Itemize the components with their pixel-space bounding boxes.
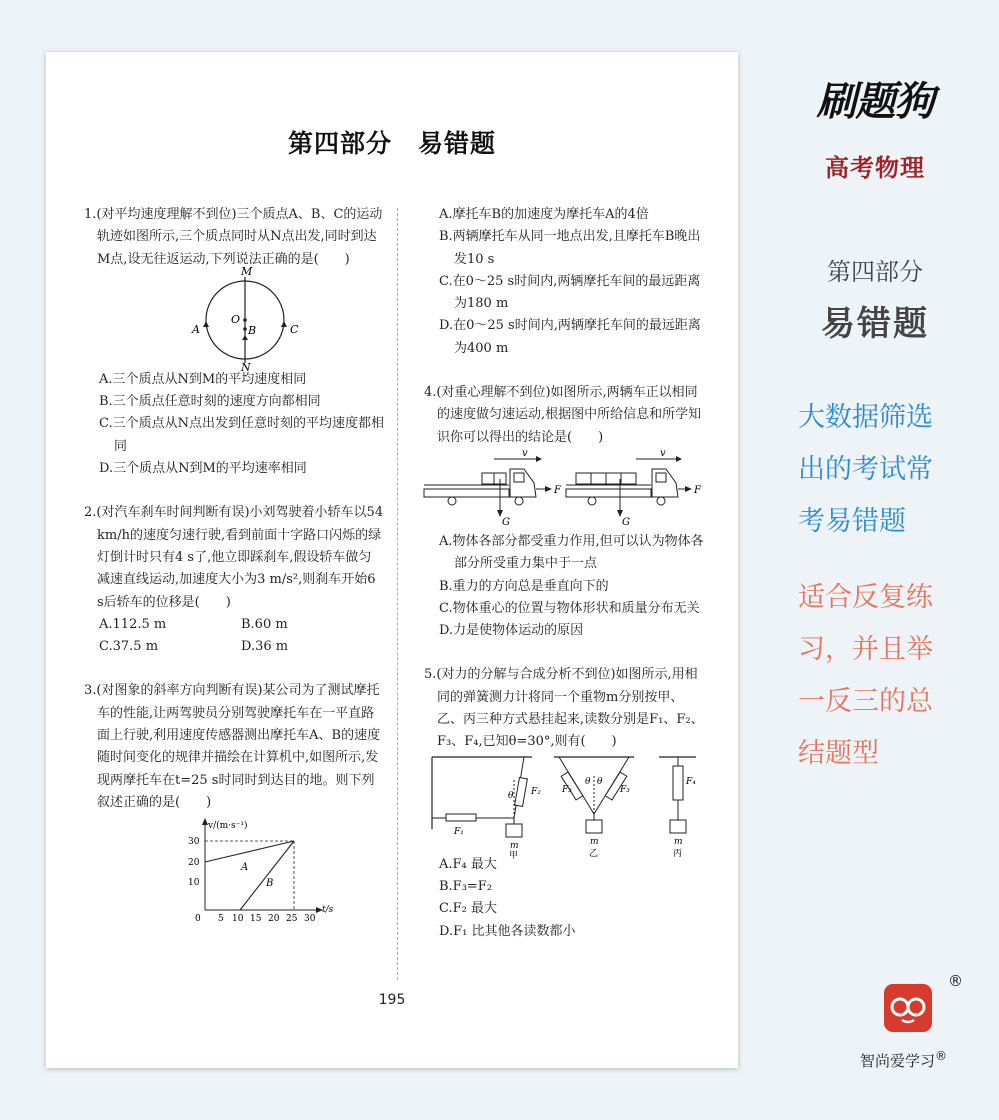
q1-option-a: A.三个质点从N到M的平均速度相同 (99, 371, 307, 387)
q3-option-a: A.摩托车B的加速度为摩托车A的4倍 (439, 207, 649, 222)
question-1-stem: 1.(对平均速度理解不到位)三个质点A、B、C的运动轨迹如图所示,三个质点同时从N点出发,同时到达M点,设无往返运动,下列说法正确的是( ) (84, 207, 383, 267)
label-bing: 丙 (673, 848, 683, 859)
q3-option-b: B.两辆摩托车从同一地点出发,且摩托车B晚出发10 s (439, 229, 701, 267)
label-f3-left: F₃ (562, 784, 572, 795)
label-jia: 甲 (509, 850, 519, 861)
textbook-page (46, 52, 738, 1068)
left-column (84, 204, 384, 925)
question-2-stem: 2.(对汽车刹车时间判断有误)小刘驾驶着小轿车以54 km/h的速度匀速行驶,看到前面十字路口闪烁的绿灯倒计时只有4 s了,他立即踩刹车,假设轿车做匀减速直线运动,加速度大小为3 m/s²,则刹车开始6 s后轿车的位移是( ) (84, 505, 384, 610)
truck2-f: F (694, 484, 701, 496)
q5-option-d: D.F₁ 比其他各读数都小 (439, 923, 576, 939)
q3-option-d: D.在0～25 s时间内,两辆摩托车间的最远距离为400 m (439, 318, 701, 356)
registered-mark-logo: ® (948, 972, 963, 990)
page-number: 195 (378, 992, 406, 1008)
q5-option-c: C.F₂ 最大 (439, 901, 497, 917)
label-o: O (231, 312, 241, 326)
label-theta-3: θ (597, 776, 603, 787)
xtick-25: 25 (286, 914, 298, 925)
q5-option-a: A.F₄ 最大 (439, 856, 497, 872)
q4-option-b: B.重力的方向总是垂直向下的 (439, 578, 609, 594)
graph-xlabel: t/s (322, 905, 334, 916)
trucks-figure (424, 449, 704, 531)
orange-line: 习，并且举 (798, 634, 933, 665)
truck2-g: G (622, 516, 630, 528)
q1-option-d: D.三个质点从N到M的平均速率相同 (99, 461, 307, 477)
graph-ylabel: v/(m·s⁻¹) (208, 821, 248, 832)
q2-option-c: C.37.5 m (99, 639, 159, 655)
q4-option-c: C.物体重心的位置与物体形状和质量分布无关 (439, 600, 700, 616)
circle-trajectory-figure (84, 264, 384, 374)
page-title: 第四部分 易错题 (287, 129, 497, 158)
part-label: 第四部分 (827, 258, 923, 286)
label-f2: F₂ (531, 786, 541, 797)
q1-option-b: B.三个质点任意时刻的速度方向都相同 (99, 394, 321, 410)
xtick-15: 15 (250, 914, 262, 925)
orange-line: 一反三的总 (798, 686, 933, 717)
ytick-10: 10 (188, 878, 200, 889)
q2-options-row-1 (99, 614, 384, 636)
q2-option-a: A.112.5 m (99, 616, 167, 632)
label-m: M (241, 264, 253, 278)
q4-option-a: A.物体各部分都受重力作用,但可以认为物体各部分所受重力集中于一点 (439, 533, 704, 572)
xtick-30: 30 (304, 914, 316, 925)
truck2-v: v (660, 447, 666, 459)
feature-text-blue (798, 392, 968, 548)
question-4-stem: 4.(对重心理解不到位)如图所示,两辆车正以相同的速度做匀速运动,根据图中所给信息和所学知识你可以得出的结论是( ) (424, 385, 702, 445)
label-b: B (248, 323, 257, 337)
subject-title: 高考物理 (825, 154, 925, 182)
q3-option-c: C.在0～25 s时间内,两辆摩托车间的最远距离为180 m (439, 273, 701, 312)
blue-line: 出的考试常 (798, 454, 933, 485)
feature-text-orange (798, 572, 968, 780)
spring-scales-figure (424, 754, 704, 861)
orange-line: 结题型 (798, 738, 879, 769)
label-theta-1: θ (508, 790, 514, 801)
blue-line: 大数据筛选 (798, 402, 933, 433)
line-b-label: B (266, 878, 274, 890)
question-5-stem: 5.(对力的分解与合成分析不到位)如图所示,用相同的弹簧测力计将同一个重物m分别按甲、乙、丙三种方式悬挂起来,读数分别是F₁、F₂、F₃、F₄,已知θ=30°,则有( ) (424, 667, 704, 750)
xtick-20: 20 (268, 914, 280, 925)
q1-option-c: C.三个质点从N点出发到任意时刻的平均速度都相同 (99, 416, 384, 454)
truck1-g: G (502, 516, 510, 528)
q2-option-b: B.60 m (241, 616, 288, 632)
xtick-10: 10 (232, 914, 244, 925)
line-a-label: A (241, 862, 249, 874)
q4-option-d: D.力是使物体运动的原因 (439, 623, 584, 639)
part-name: 易错题 (821, 304, 929, 344)
label-m-2: m (590, 836, 599, 847)
q5-option-b: B.F₃=F₂ (439, 878, 493, 894)
ytick-20: 20 (188, 858, 200, 869)
brand-logo: 刷题狗 (816, 79, 934, 125)
label-yi: 乙 (589, 848, 599, 859)
brand-name: 智尚爱学习® (860, 1049, 948, 1070)
truck1-f: F (554, 484, 561, 496)
column-divider (397, 208, 398, 980)
question-3-stem: 3.(对图象的斜率方向判断有误)某公司为了测试摩托车的性能,让两驾驶员分别驾驶摩托车在一平直路面上行驶,利用速度传感器测出摩托车A、B的速度随时间变化的规律并描绘在计算机中,如图所示,发现两摩托车在t=25 s时同时到达目的地。则下列叙述正确的是( ) (84, 683, 381, 810)
truck1-v: v (522, 447, 528, 459)
q2-option-d: D.36 m (241, 639, 289, 655)
xtick-0: 0 (195, 914, 201, 925)
label-c: C (290, 322, 299, 336)
q2-options-row-2 (99, 636, 384, 658)
label-f4: F₄ (686, 776, 696, 787)
label-f3-right: F₃ (620, 784, 630, 795)
right-column (424, 204, 704, 943)
label-theta-2: θ (585, 776, 591, 787)
orange-line: 适合反复练 (798, 582, 933, 613)
label-f1: F₁ (454, 826, 464, 837)
label-m-3: m (674, 836, 683, 847)
label-m-1: m (510, 840, 519, 851)
vt-graph (84, 814, 384, 925)
label-n: N (241, 360, 251, 374)
ytick-30: 30 (188, 837, 200, 848)
xtick-5: 5 (218, 914, 224, 925)
brand-glasses-icon (884, 984, 932, 1032)
blue-line: 考易错题 (798, 506, 906, 537)
label-a: A (192, 322, 200, 336)
registered-mark-text: ® (935, 1049, 948, 1063)
